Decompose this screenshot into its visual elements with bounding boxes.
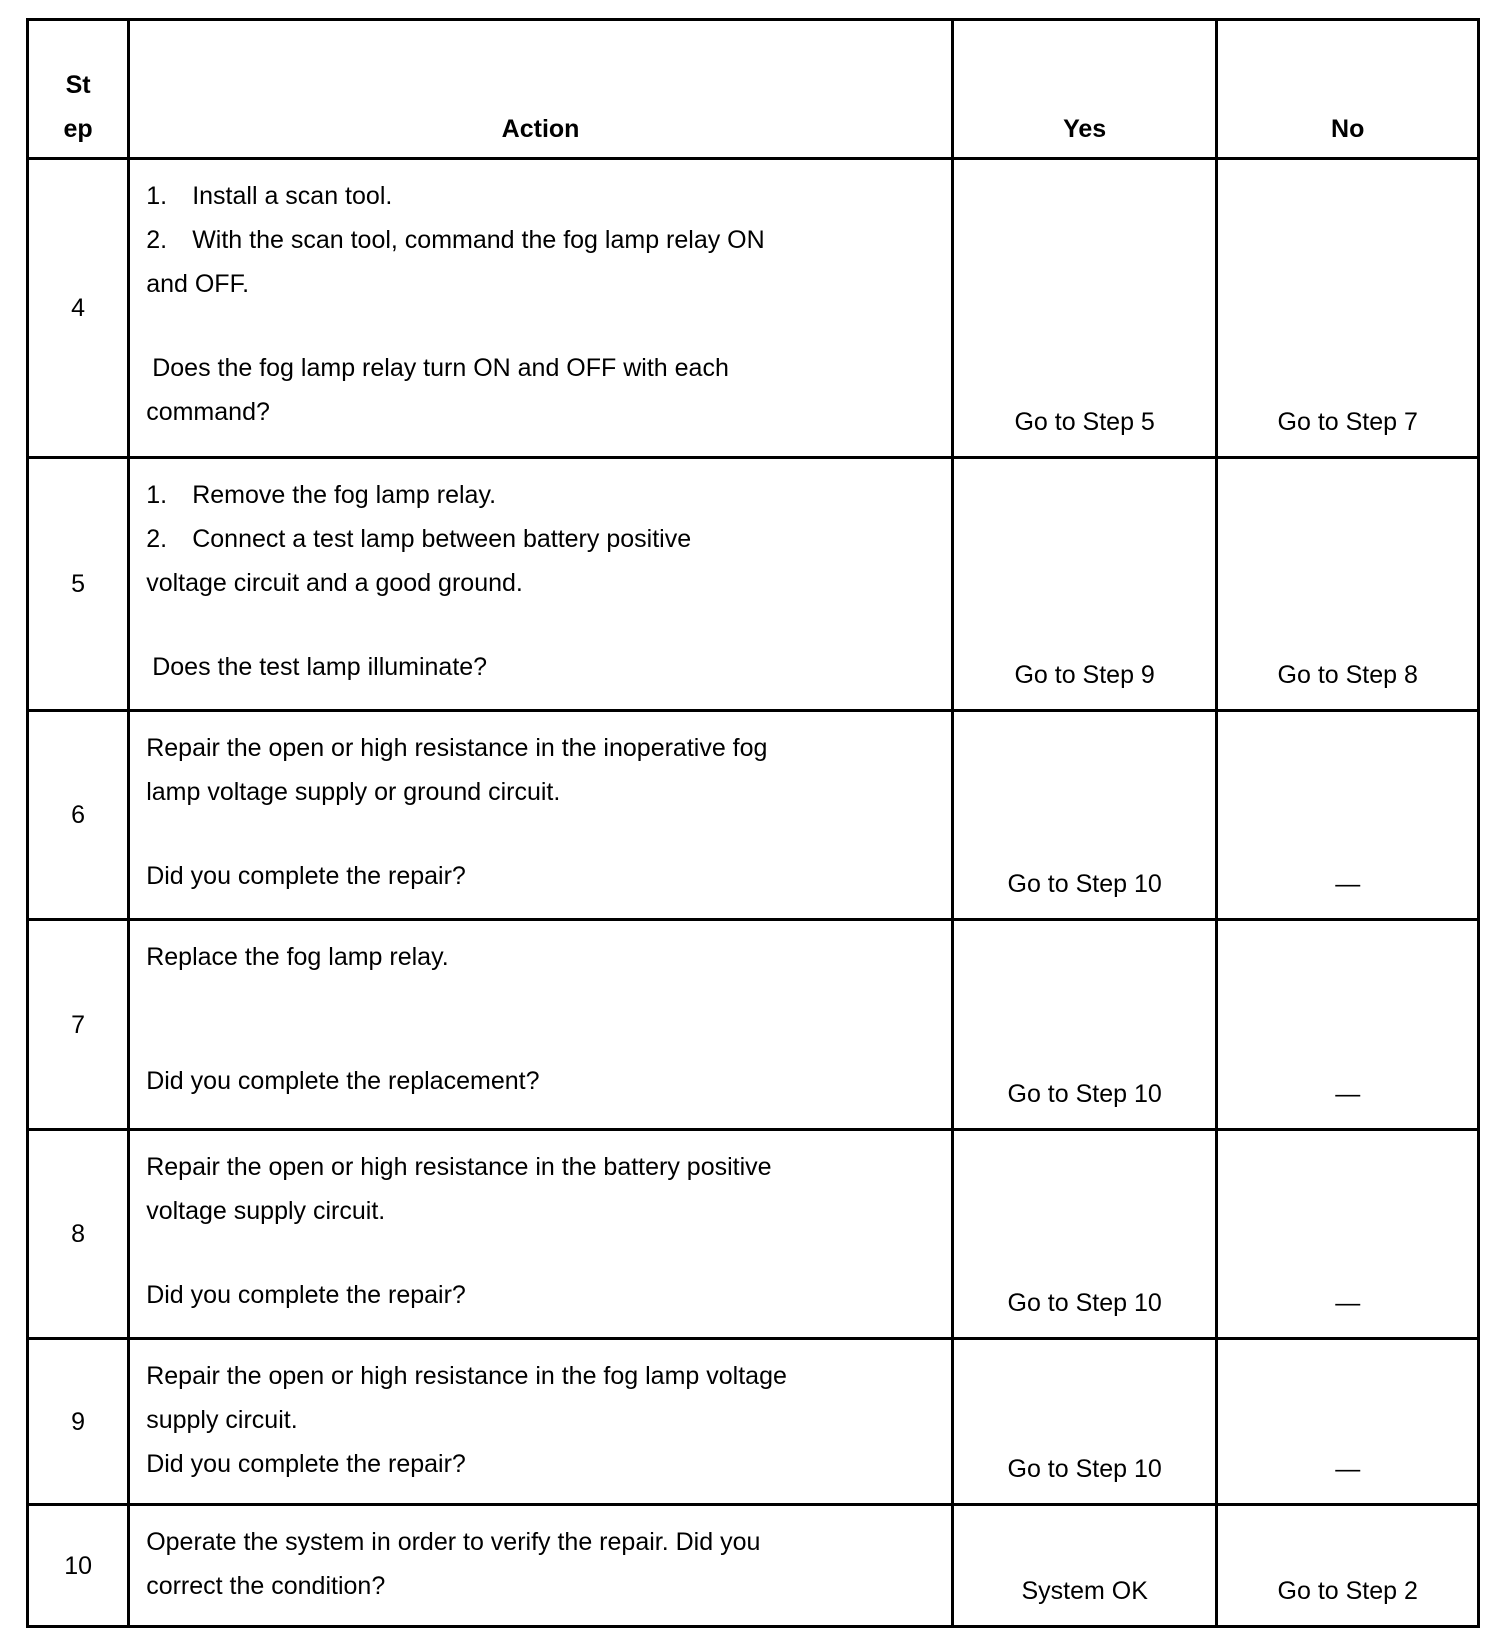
- table-row: [28, 1505, 1479, 1627]
- no-cell: Go to Step 7: [1217, 158, 1479, 457]
- table-row: [28, 920, 1479, 1129]
- diagnostic-table: [26, 18, 1480, 1628]
- header-step: [28, 20, 129, 159]
- action-text: correct the condition?: [146, 1572, 386, 1601]
- header-yes: Yes: [952, 20, 1217, 159]
- action-continuation: and OFF.: [146, 269, 250, 298]
- step-number: 8: [28, 1129, 129, 1338]
- action-text: Replace the fog lamp relay.: [146, 943, 449, 972]
- step-number: 7: [28, 920, 129, 1129]
- step-number: 5: [28, 457, 129, 710]
- step-number: 6: [28, 710, 129, 919]
- item-number: 2.: [146, 524, 168, 553]
- item-number: 1.: [146, 181, 168, 210]
- yes-cell: Go to Step 10: [952, 920, 1217, 1129]
- action-item: [146, 174, 939, 218]
- step-number: 10: [28, 1505, 129, 1627]
- item-text: Connect a test lamp between battery positive: [192, 524, 692, 553]
- table-row: [28, 1129, 1479, 1338]
- yes-cell: System OK: [952, 1505, 1217, 1627]
- yes-cell: Go to Step 10: [952, 1129, 1217, 1338]
- action-cell: [129, 920, 953, 1129]
- action-continuation: voltage circuit and a good ground.: [146, 568, 523, 597]
- action-cell: [129, 158, 953, 457]
- item-number: 2.: [146, 225, 168, 254]
- action-cell: [129, 457, 953, 710]
- item-text: Remove the fog lamp relay.: [192, 480, 497, 509]
- no-cell: —: [1217, 1339, 1479, 1505]
- item-text: Install a scan tool.: [192, 181, 393, 210]
- action-cell: [129, 710, 953, 919]
- no-cell: Go to Step 2: [1217, 1505, 1479, 1627]
- yes-cell: Go to Step 9: [952, 457, 1217, 710]
- header-step-line2: ep: [63, 114, 93, 143]
- header-action: Action: [129, 20, 953, 159]
- action-text: lamp voltage supply or ground circuit.: [146, 777, 561, 806]
- yes-cell: Go to Step 10: [952, 1339, 1217, 1505]
- action-item: [146, 218, 939, 262]
- yes-cell: Go to Step 10: [952, 710, 1217, 919]
- header-row: [28, 20, 1479, 159]
- action-text: Repair the open or high resistance in the fog lamp voltage: [146, 1362, 787, 1391]
- item-number: 1.: [146, 480, 168, 509]
- action-cell: [129, 1339, 953, 1505]
- action-item: [146, 473, 939, 517]
- action-item: [146, 517, 939, 561]
- table-row: [28, 457, 1479, 710]
- yes-cell: Go to Step 5: [952, 158, 1217, 457]
- action-question: Did you complete the repair?: [146, 861, 466, 890]
- action-text: Repair the open or high resistance in the inoperative fog: [146, 733, 768, 762]
- action-question: Did you complete the replacement?: [146, 1067, 540, 1096]
- table-row: [28, 158, 1479, 457]
- header-step-line1: St: [65, 70, 91, 99]
- no-cell: —: [1217, 710, 1479, 919]
- no-cell: —: [1217, 1129, 1479, 1338]
- step-number: 4: [28, 158, 129, 457]
- action-text: supply circuit.: [146, 1406, 298, 1435]
- table-row: [28, 710, 1479, 919]
- step-number: 9: [28, 1339, 129, 1505]
- action-cell: [129, 1505, 953, 1627]
- action-question: Does the fog lamp relay turn ON and OFF with each: [152, 353, 729, 382]
- action-question: Did you complete the repair?: [146, 1280, 466, 1309]
- item-text: With the scan tool, command the fog lamp relay ON: [192, 225, 765, 254]
- action-question: Did you complete the repair?: [146, 1450, 466, 1479]
- header-no: No: [1217, 20, 1479, 159]
- action-text: voltage supply circuit.: [146, 1196, 386, 1225]
- action-text: Operate the system in order to verify the repair. Did you: [146, 1528, 761, 1557]
- action-text: Repair the open or high resistance in the battery positive: [146, 1152, 772, 1181]
- no-cell: Go to Step 8: [1217, 457, 1479, 710]
- action-cell: [129, 1129, 953, 1338]
- action-question: Does the test lamp illuminate?: [152, 652, 488, 681]
- table-row: [28, 1339, 1479, 1505]
- action-question-cont: command?: [146, 397, 270, 426]
- no-cell: —: [1217, 920, 1479, 1129]
